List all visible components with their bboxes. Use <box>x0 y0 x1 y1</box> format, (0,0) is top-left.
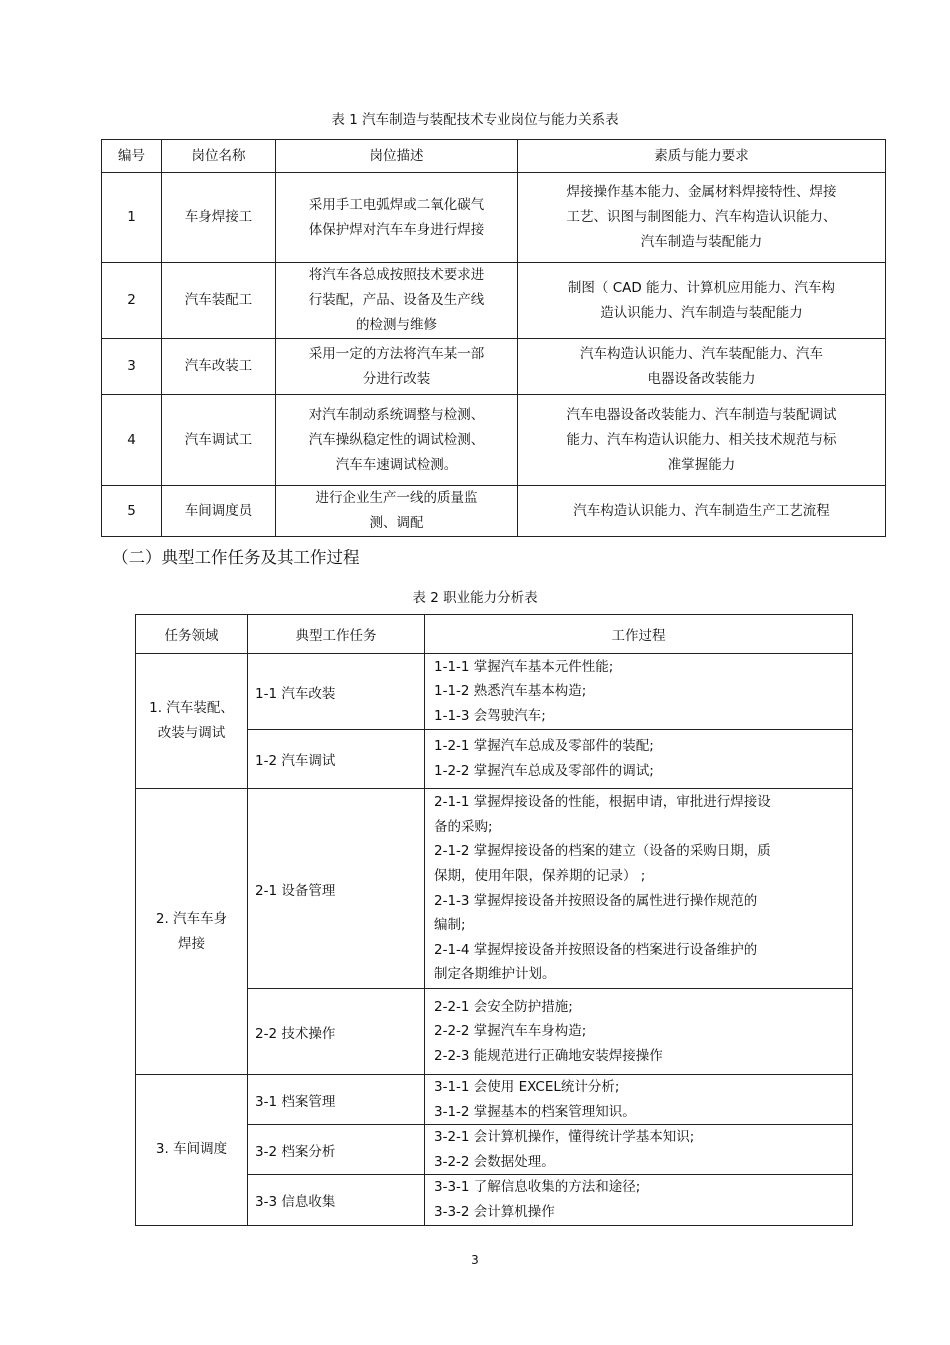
job-description <box>276 263 518 339</box>
header-typical-task: 典型工作任务 <box>248 615 425 654</box>
typical-task: 2-2 技术操作 <box>248 989 425 1075</box>
work-process <box>425 654 853 730</box>
ability-requirements <box>518 173 886 263</box>
ability-requirements <box>518 339 886 395</box>
requirement-line: 电器设备改装能力 <box>647 370 756 387</box>
job-number: 1 <box>102 173 162 263</box>
header-ability-requirements: 素质与能力要求 <box>518 140 886 173</box>
table2-row <box>136 1075 853 1125</box>
typical-task: 2-1 设备管理 <box>248 789 425 989</box>
process-line: 3-1-1 会使用 EXCEL统计分析; <box>434 1079 620 1095</box>
table1-row <box>102 173 886 263</box>
page-number: 3 <box>471 1253 479 1267</box>
process-line: 2-2-3 能规范进行正确地安装焊接操作 <box>434 1047 663 1064</box>
description-line: 分进行改装 <box>362 370 431 387</box>
process-line: 1-2-2 掌握汽车总成及零部件的调试; <box>434 763 654 779</box>
description-line: 测、调配 <box>369 515 424 531</box>
job-number: 4 <box>102 395 162 486</box>
table1-row <box>102 395 886 486</box>
process-line: 编制; <box>434 917 466 934</box>
table2-row <box>136 789 853 989</box>
process-line: 1-1-2 熟悉汽车基本构造; <box>434 683 587 700</box>
process-line: 1-2-1 掌握汽车总成及零部件的装配; <box>434 738 654 755</box>
typical-task: 1-1 汽车改装 <box>248 654 425 730</box>
table1-row <box>102 486 886 537</box>
job-name: 汽车装配工 <box>162 263 276 339</box>
task-domain <box>136 654 248 789</box>
domain-line: 改装与调试 <box>157 725 226 741</box>
job-number: 3 <box>102 339 162 395</box>
job-description <box>276 395 518 486</box>
typical-task: 3-3 信息收集 <box>248 1175 425 1225</box>
domain-line: 3. 车间调度 <box>155 1141 228 1158</box>
process-line: 2-1-2 掌握焊接设备的档案的建立（设备的采购日期，质 <box>434 843 771 860</box>
work-process <box>425 789 853 989</box>
table1-row <box>102 263 886 339</box>
process-line: 2-2-2 掌握汽车车身构造; <box>434 1023 587 1040</box>
work-process <box>425 730 853 789</box>
vocational-ability-table <box>135 614 853 1226</box>
process-line: 备的采购; <box>434 818 493 835</box>
table2-caption: 表 2 职业能力分析表 <box>412 590 538 606</box>
job-name: 汽车改装工 <box>162 339 276 395</box>
job-number: 2 <box>102 263 162 339</box>
work-process <box>425 1125 853 1175</box>
requirement-line: 焊接操作基本能力、金属材料焊接特性、焊接 <box>566 184 837 200</box>
header-job-name: 岗位名称 <box>162 140 276 173</box>
requirement-line: 能力、汽车构造认识能力、相关技术规范与标 <box>566 431 837 448</box>
requirement-line: 造认识能力、汽车制造与装配能力 <box>600 304 803 321</box>
process-line: 3-1-2 掌握基本的档案管理知识。 <box>434 1103 636 1120</box>
process-line: 3-3-1 了解信息收集的方法和途径; <box>434 1179 641 1196</box>
header-number: 编号 <box>102 140 162 173</box>
task-domain <box>136 789 248 1075</box>
job-description <box>276 486 518 537</box>
requirement-line: 汽车制造与装配能力 <box>640 234 763 250</box>
process-line: 保期，使用年限，保养期的记录） ; <box>434 867 646 884</box>
description-line: 体保护焊对汽车车身进行焊接 <box>308 221 485 238</box>
work-process <box>425 989 853 1075</box>
description-line: 的检测与维修 <box>356 317 437 333</box>
table1-row <box>102 339 886 395</box>
work-process <box>425 1075 853 1125</box>
ability-requirements <box>518 263 886 339</box>
requirement-line: 工艺、识图与制图能力、汽车构造认识能力、 <box>566 209 837 225</box>
job-description <box>276 173 518 263</box>
table2-header-row <box>136 615 853 654</box>
table2-row <box>136 654 853 730</box>
process-line: 2-1-1 掌握焊接设备的性能，根据申请，审批进行焊接设 <box>434 794 771 811</box>
job-name: 汽车调试工 <box>162 395 276 486</box>
typical-task: 1-2 汽车调试 <box>248 730 425 789</box>
work-process <box>425 1175 853 1225</box>
requirement-line: 汽车电器设备改装能力、汽车制造与装配调试 <box>566 406 837 423</box>
table1-header-row <box>102 140 886 173</box>
job-ability-table <box>101 139 886 537</box>
description-line: 汽车车速调试检测。 <box>335 456 458 473</box>
typical-task: 3-2 档案分析 <box>248 1125 425 1175</box>
domain-line: 焊接 <box>178 935 205 952</box>
job-description <box>276 339 518 395</box>
process-line: 1-1-3 会驾驶汽车; <box>434 707 546 724</box>
task-domain <box>136 1075 248 1226</box>
ability-requirements <box>518 395 886 486</box>
table1-caption: 表 1 汽车制造与装配技术专业岗位与能力关系表 <box>331 112 619 128</box>
header-task-domain: 任务领域 <box>136 615 248 654</box>
description-line: 行装配，产品、设备及生产线 <box>308 292 485 308</box>
header-work-process: 工作过程 <box>425 615 853 654</box>
domain-line: 2. 汽车车身 <box>155 910 228 927</box>
process-line: 2-1-4 掌握焊接设备并按照设备的档案进行设备维护的 <box>434 941 758 958</box>
process-line: 制定各期维护计划。 <box>434 966 556 983</box>
description-line: 采用一定的方法将汽车某一部 <box>308 345 485 362</box>
requirement-line: 制图（ CAD 能力、计算机应用能力、汽车构 <box>567 279 836 296</box>
header-job-description: 岗位描述 <box>276 140 518 173</box>
job-name: 车间调度员 <box>162 486 276 537</box>
section-heading: （二）典型工作任务及其工作过程 <box>112 548 360 567</box>
process-line: 2-2-1 会安全防护措施; <box>434 998 573 1015</box>
job-number: 5 <box>102 486 162 537</box>
description-line: 对汽车制动系统调整与检测、 <box>308 406 485 423</box>
process-line: 3-2-1 会计算机操作，懂得统计学基本知识; <box>434 1129 695 1146</box>
requirement-line: 汽车构造认识能力、汽车制造生产工艺流程 <box>573 502 830 519</box>
description-line: 采用手工电弧焊或二氧化碳气 <box>308 196 485 213</box>
process-line: 3-2-2 会数据处理。 <box>434 1153 555 1170</box>
process-line: 1-1-1 掌握汽车基本元件性能; <box>434 658 614 675</box>
process-line: 3-3-2 会计算机操作 <box>434 1203 555 1220</box>
typical-task: 3-1 档案管理 <box>248 1075 425 1125</box>
description-line: 将汽车各总成按照技术要求进 <box>308 267 485 283</box>
ability-requirements <box>518 486 886 537</box>
requirement-line: 汽车构造认识能力、汽车装配能力、汽车 <box>580 345 823 362</box>
job-name: 车身焊接工 <box>162 173 276 263</box>
description-line: 进行企业生产一线的质量监 <box>315 490 478 506</box>
process-line: 2-1-3 掌握焊接设备并按照设备的属性进行操作规范的 <box>434 892 758 909</box>
domain-line: 1. 汽车装配、 <box>149 700 234 716</box>
description-line: 汽车操纵稳定性的调试检测、 <box>308 431 485 448</box>
requirement-line: 准掌握能力 <box>667 456 736 473</box>
